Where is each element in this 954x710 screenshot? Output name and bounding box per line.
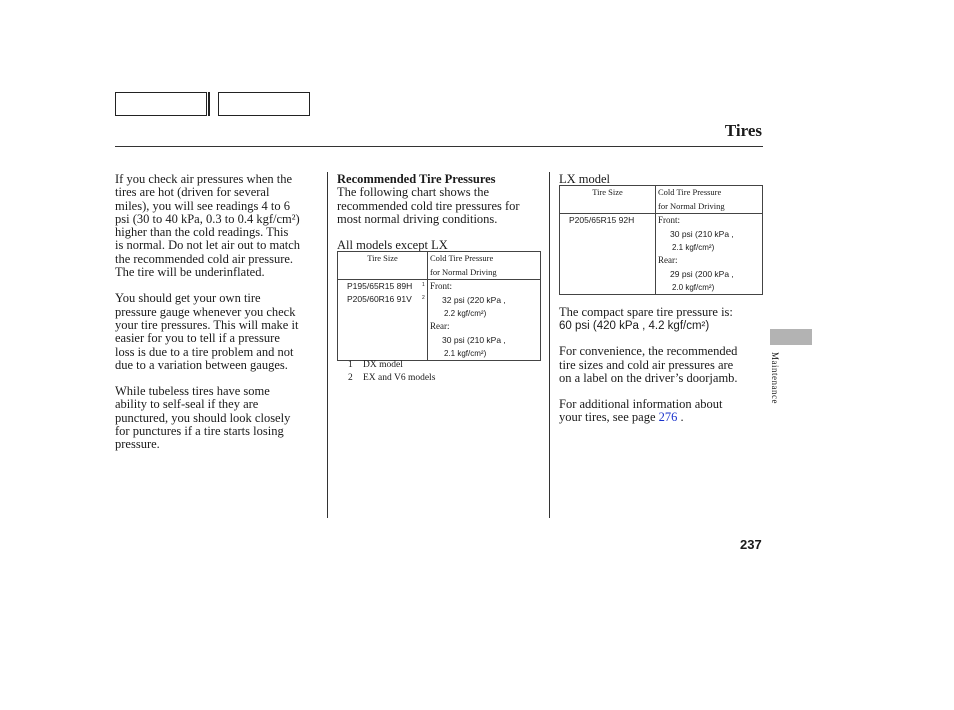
footnote-mark-2: 2 — [422, 295, 425, 301]
paragraph-doorjamb: For convenience, the recommended tire sizes and cold air pressures are on a label on the driver’s doorjamb. — [559, 344, 738, 385]
column-divider-1 — [327, 172, 328, 518]
front-label: Front: — [658, 215, 681, 225]
nav-button-next[interactable] — [218, 92, 310, 116]
rear-pressure-1: 30 psi (210 kPa , — [442, 334, 506, 345]
front-pressure-1: 30 psi (210 kPa , — [670, 228, 734, 239]
header-rule — [115, 146, 763, 147]
rear-pressure-2: 2.0 kgf/cm²) — [672, 283, 715, 292]
front-pressure-2: 2.2 kgf/cm²) — [444, 309, 487, 318]
front-pressure-2: 2.1 kgf/cm²) — [672, 243, 715, 252]
page-title: Tires — [724, 121, 762, 140]
footnote-2 — [348, 372, 436, 385]
table-cell-sizes — [338, 280, 428, 361]
tire-size-ex: P205/60R16 91V — [347, 294, 412, 304]
table-header-tire-size — [338, 252, 428, 280]
tire-size-dx: P195/65R15 89H — [347, 281, 413, 291]
page-number: 237 — [740, 537, 762, 552]
table-header-tire-size — [560, 186, 656, 214]
header-text-line2: for Normal Driving — [430, 266, 497, 277]
header-text-line2: for Normal Driving — [658, 200, 725, 211]
chart-intro: The following chart shows the recommended cold tire pressures for most normal driving conditions. — [337, 185, 520, 226]
header-text-line1: Cold Tire Pressure — [430, 253, 494, 263]
rear-label: Rear: — [430, 321, 450, 331]
subheading-except-lx: All models except LX — [337, 238, 448, 253]
spare-pressure: 60 psi (420 kPa , 4.2 kgf/cm²) — [559, 320, 710, 333]
table-cell-size — [560, 214, 656, 295]
rear-label: Rear: — [658, 255, 678, 265]
column-2 — [337, 173, 547, 252]
header-text-line1: Cold Tire Pressure — [658, 187, 722, 197]
footnote-1 — [348, 359, 403, 372]
spare-intro: The compact spare tire pressure is: — [559, 305, 733, 319]
footnote-number: 2 — [348, 373, 353, 383]
front-label: Front: — [430, 281, 453, 291]
column-divider-2 — [549, 172, 550, 518]
lx-subheading: LX model — [559, 172, 611, 186]
paragraph-hot-tires: If you check air pressures when the tires are hot (driven for several miles), you will see readings 4 to 6 psi (30 to 40 kPa, 0.3 to 0.4 kgf/cm²) higher than the cold readings. This is normal. Do not let air out to match the recommended cold air pressure. The tire will be underinflated. — [115, 172, 301, 280]
header-text: Tire Size — [367, 253, 398, 263]
section-label: Maintenance — [770, 352, 780, 404]
pressure-table-except-lx — [337, 251, 541, 361]
section-tab — [770, 329, 812, 345]
tire-size-lx: P205/65R15 92H — [569, 215, 635, 225]
rear-pressure-2: 2.1 kgf/cm²) — [444, 349, 487, 358]
table-header-pressure — [428, 252, 541, 280]
more-info-text: For additional information about your tires, see page — [559, 397, 723, 425]
footnote-text: DX model — [363, 360, 403, 370]
footnote-number: 1 — [348, 360, 353, 370]
column-1 — [115, 173, 325, 452]
header-text: Tire Size — [592, 187, 623, 197]
front-pressure-1: 32 psi (220 kPa , — [442, 294, 506, 305]
pressure-table-lx — [559, 185, 763, 295]
footnote-mark-1: 1 — [422, 282, 425, 288]
page-link-276[interactable]: 276 — [658, 410, 678, 425]
paragraph-tubeless: While tubeless tires have some ability to self-seal if they are punctured, you should look closely for punctures if a tire starts losing pressure. — [115, 384, 291, 452]
paragraph-gauge: You should get your own tire pressure gauge whenever you check your tire pressures. This will make it easier for you to tell if a pressure loss is due to a tire problem and not due to a variation between gauges. — [115, 291, 299, 372]
table-cell-pressures — [428, 280, 541, 361]
paragraph-more-info — [559, 398, 764, 425]
rear-pressure-1: 29 psi (200 kPa , — [670, 268, 734, 279]
footnote-text: EX and V6 models — [363, 373, 436, 383]
table-cell-pressures — [656, 214, 763, 295]
more-info-suffix: . — [677, 410, 684, 425]
nav-button-previous[interactable] — [115, 92, 207, 116]
table-header-pressure — [656, 186, 763, 214]
column-3-body — [559, 306, 764, 425]
section-heading: Recommended Tire Pressures — [337, 172, 496, 186]
